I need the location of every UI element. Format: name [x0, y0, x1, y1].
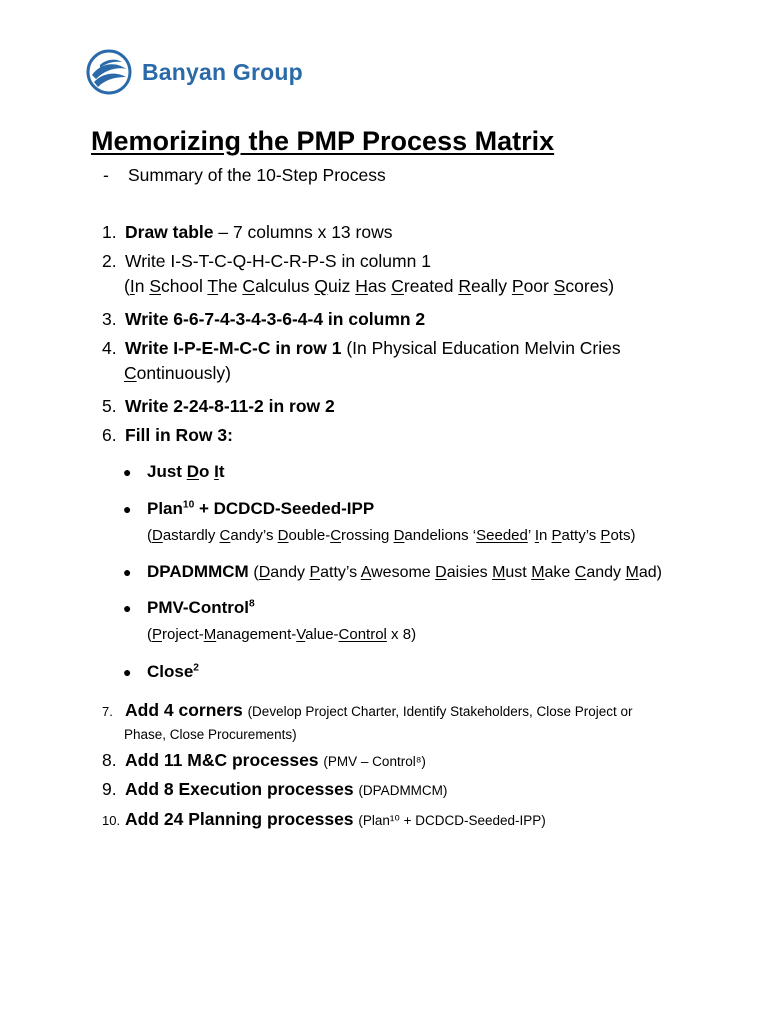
list-item: 5. Write 2-24-8-11-2 in row 2 [102, 396, 335, 416]
bullet-icon: ● [123, 464, 132, 480]
step4-continuation: Continuously) [124, 363, 232, 383]
page-title: Memorizing the PMP Process Matrix [91, 126, 555, 156]
list-item: 10. Add 24 Planning processes (Plan¹⁰ + DCDCD-Seeded-IPP) [102, 809, 546, 829]
plan-mnemonic: (Dastardly Candy’s Double-Crossing Dandelions ‘Seeded’ In Patty’s Pots) [147, 527, 636, 544]
logo [86, 46, 303, 98]
list-item: 1. Draw table – 7 columns x 13 rows [102, 222, 393, 242]
banyan-logo-icon [86, 49, 132, 95]
list-item: 3. Write 6-6-7-4-3-4-3-6-4-4 in column 2 [102, 309, 426, 329]
bullet-icon: ● [123, 600, 132, 616]
bullet-icon: ● [123, 501, 132, 517]
bullet-icon: ● [123, 664, 132, 680]
bullet-close: ● Close$^2$ [123, 662, 199, 681]
bullet-icon: ● [123, 564, 132, 580]
list-item: 2. Write I-S-T-C-Q-H-C-R-P-S in column 1 [102, 251, 431, 271]
list-item: 6. Fill in Row 3: [102, 425, 233, 445]
step2-mnemonic: (In School The Calculus Quiz Has Created Really Poor Scores) [124, 276, 615, 296]
list-item: 9. Add 8 Execution processes (DPADMMCM) [102, 779, 448, 799]
bullet-dpadmmcm: ● DPADMMCM (Dandy Patty’s Awesome Daisies Must Make Candy Mad) [123, 562, 662, 581]
logo-name: Banyan Group [142, 58, 303, 85]
list-item: 4. Write I-P-E-M-C-C in row 1 (In Physical Education Melvin Cries [102, 338, 621, 358]
subtitle: - Summary of the 10-Step Process [103, 165, 386, 185]
list-item: 8. Add 11 M&C processes (PMV – Control⁸) [102, 750, 426, 770]
step7-continuation: Phase, Close Procurements) [124, 727, 297, 742]
bullet-pmv-control: ● PMV-Control$^8$ [123, 598, 255, 617]
bullet-plan: ● Plan$^{10}$ + DCDCD-Seeded-IPP [123, 499, 375, 518]
pmv-mnemonic: (Project-Management-Value-Control x 8) [147, 626, 417, 643]
list-item: 7. Add 4 corners (Develop Project Charter, Identify Stakeholders, Close Project or [102, 700, 633, 720]
bullet-just-do-it: ● Just Do It [123, 462, 225, 481]
